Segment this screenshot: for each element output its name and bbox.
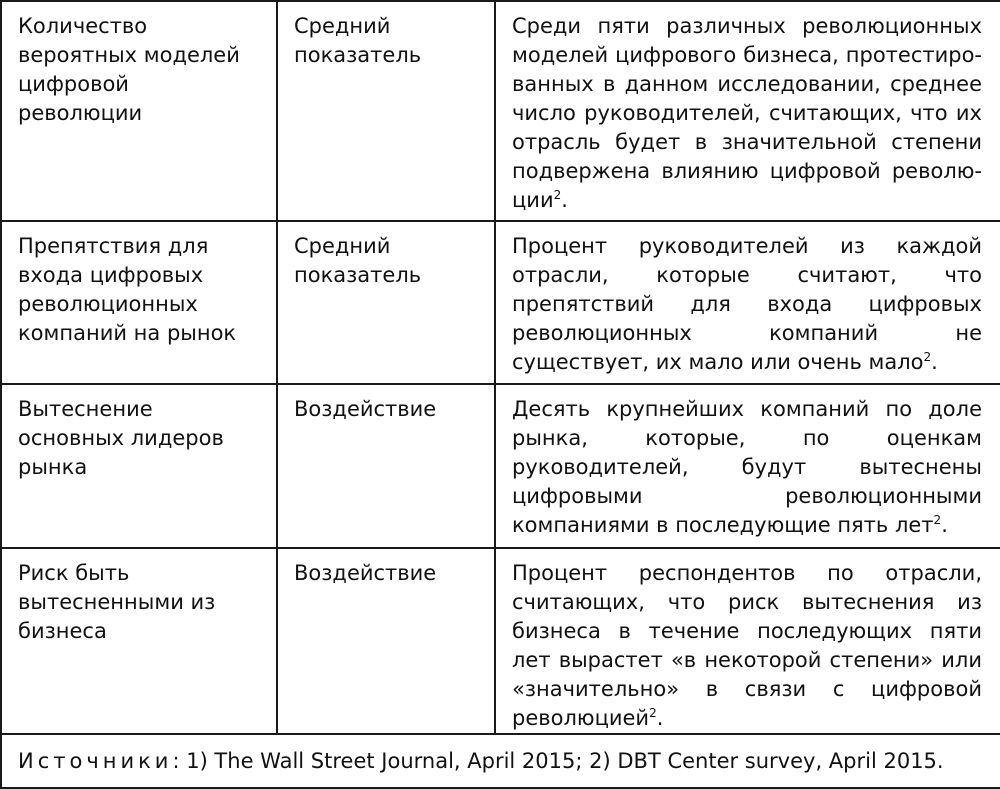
indicator-type-cell: [277, 548, 495, 734]
indicator-cell: [1, 384, 277, 548]
indicator-type: Средний показатель: [294, 14, 422, 67]
indicator-cell: [1, 221, 277, 384]
indicator-name: Препятствия для входа цифровых революционных компаний на рынок: [18, 234, 237, 345]
table-row: [1, 221, 1000, 384]
indicator-description-cell: [495, 548, 1000, 734]
indicator-type: Средний показатель: [294, 234, 422, 287]
indicator-type-cell: [277, 1, 495, 221]
indicator-type: Воздействие: [294, 397, 437, 421]
indicator-description: Десять крупнейших компаний по доле рынка, которые, по оценкам руководителей, будут вытеснены цифровыми революционными компаниями в последующие пять лет: [512, 397, 982, 537]
description-ending: .: [941, 513, 948, 537]
indicator-type-cell: [277, 221, 495, 384]
indicator-type-cell: [277, 384, 495, 548]
indicator-name: Риск быть вытесненными из бизнеса: [18, 561, 216, 643]
sources-cell: [1, 734, 1000, 788]
sources-label: Источники: [18, 749, 173, 773]
indicator-type: Воздействие: [294, 561, 437, 585]
sources-text: : 1) The Wall Street Journal, April 2015; 2) DBT Center survey, April 2015.: [172, 749, 944, 773]
indicator-description-cell: [495, 1, 1000, 221]
indicator-description-cell: [495, 221, 1000, 384]
table-row: [1, 1, 1000, 221]
indicator-description: Среди пяти различных революционных моделей цифрового бизнеса, протестиро-ванных в данном исследовании, среднее число руководителей, считающих, что их отрасль будет в значительной степени подвержена влиянию цифровой револю-ции: [512, 14, 982, 212]
indicator-name: Вытеснение основных лидеров рынка: [18, 397, 224, 479]
indicator-description: Процент руководителей из каждой отрасли, которые считают, что препятствий для входа цифровых революционных компаний не существует, их мало или очень мало: [512, 234, 982, 374]
footnote-reference: 2: [649, 706, 657, 720]
table-row: [1, 384, 1000, 548]
table-row: [1, 548, 1000, 734]
sources-row: [1, 734, 1000, 788]
description-ending: .: [561, 188, 568, 212]
indicator-name: Количество вероятных моделей цифровой революции: [18, 14, 240, 125]
indicator-description: Процент респондентов по отрасли, считающих, что риск вытеснения из бизнеса в течение последующих пяти лет вырастет «в некоторой степени» или «значительно» в связи с цифровой революцией: [512, 561, 982, 730]
indicator-description-cell: [495, 384, 1000, 548]
description-ending: .: [931, 350, 938, 374]
footnote-reference: 2: [933, 513, 942, 527]
description-ending: .: [656, 706, 664, 730]
footnote-reference: 2: [553, 188, 562, 202]
indicator-cell: [1, 548, 277, 734]
indicator-cell: [1, 1, 277, 221]
footnote-reference: 2: [923, 350, 932, 364]
